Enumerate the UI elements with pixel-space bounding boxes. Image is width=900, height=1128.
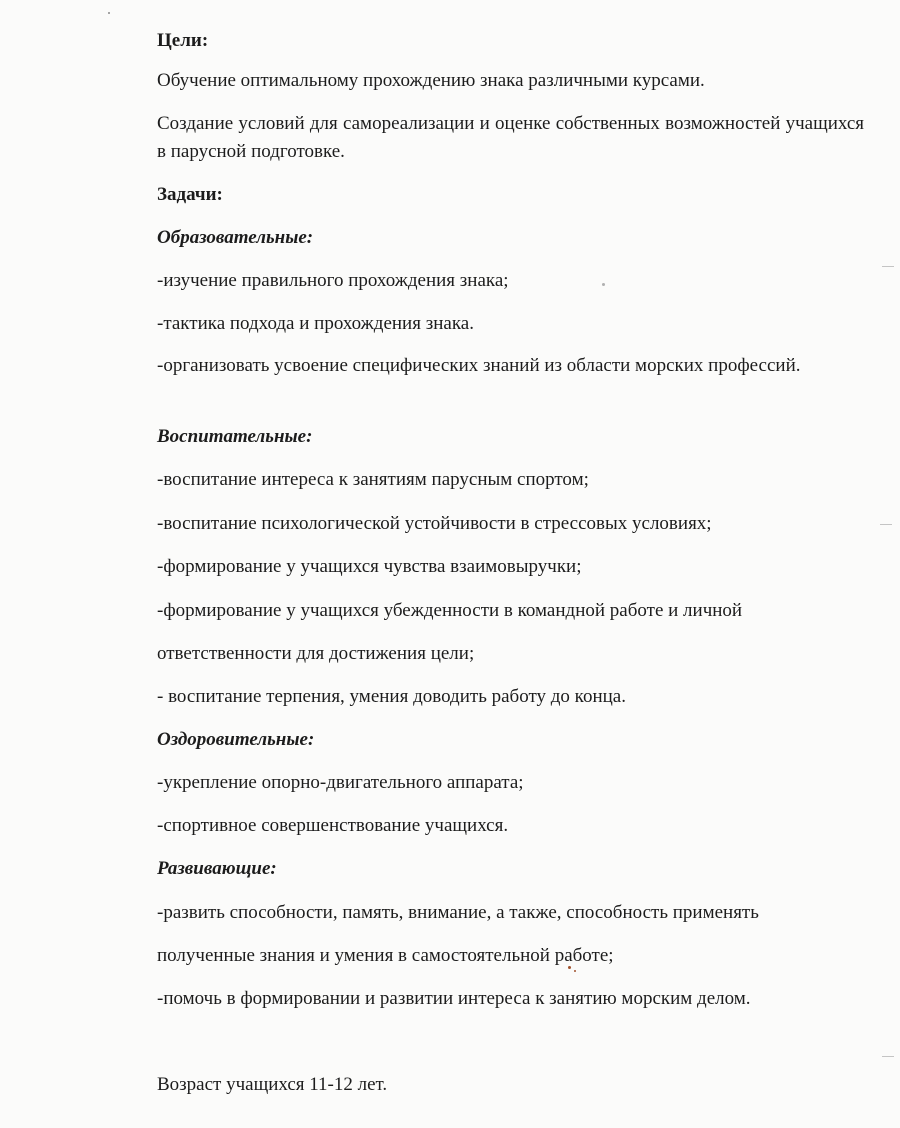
margin-mark [882, 1056, 894, 1057]
goal-item: Создание условий для самореализации и оценке собственных возможностей учащихся в парусной подготовке. [157, 113, 864, 162]
health-item: -спортивное совершенствование учащихся. [157, 815, 509, 836]
educational-heading: Образовательные: [157, 227, 314, 248]
upbringing-item: -формирование у учащихся убежденности в командной работе и личной [157, 600, 743, 621]
goals-heading: Цели: [157, 30, 209, 51]
educational-item: -изучение правильного прохождения знака; [157, 270, 509, 291]
margin-mark [880, 524, 892, 525]
scan-speck [574, 970, 576, 972]
scan-speck [568, 966, 571, 969]
tasks-heading: Задачи: [157, 184, 223, 205]
upbringing-item: -воспитание психологической устойчивости в стрессовых условиях; [157, 513, 712, 534]
developing-item: -развить способности, память, внимание, а также, способность применять [157, 902, 759, 923]
scan-speck [602, 283, 605, 286]
upbringing-item: -воспитание интереса к занятиям парусным спортом; [157, 469, 589, 490]
developing-heading: Развивающие: [157, 858, 277, 879]
developing-item: полученные знания и умения в самостоятельной работе; [157, 945, 614, 966]
educational-item: -организовать усвоение специфических знаний из области морских профессий. [157, 355, 801, 376]
goal-item: Обучение оптимальному прохождению знака различными курсами. [157, 70, 705, 91]
educational-item: -тактика подхода и прохождения знака. [157, 313, 474, 334]
scan-speck [108, 12, 110, 14]
health-item: -укрепление опорно-двигательного аппарата; [157, 772, 524, 793]
developing-item: -помочь в формировании и развитии интереса к занятию морским делом. [157, 988, 751, 1009]
margin-mark [882, 266, 894, 267]
upbringing-heading: Воспитательные: [157, 426, 313, 447]
health-heading: Оздоровительные: [157, 729, 315, 750]
upbringing-item: ответственности для достижения цели; [157, 643, 475, 664]
upbringing-item: -формирование у учащихся чувства взаимовыручки; [157, 556, 582, 577]
upbringing-item: - воспитание терпения, умения доводить работу до конца. [157, 686, 626, 707]
age-note: Возраст учащихся 11-12 лет. [157, 1074, 388, 1095]
